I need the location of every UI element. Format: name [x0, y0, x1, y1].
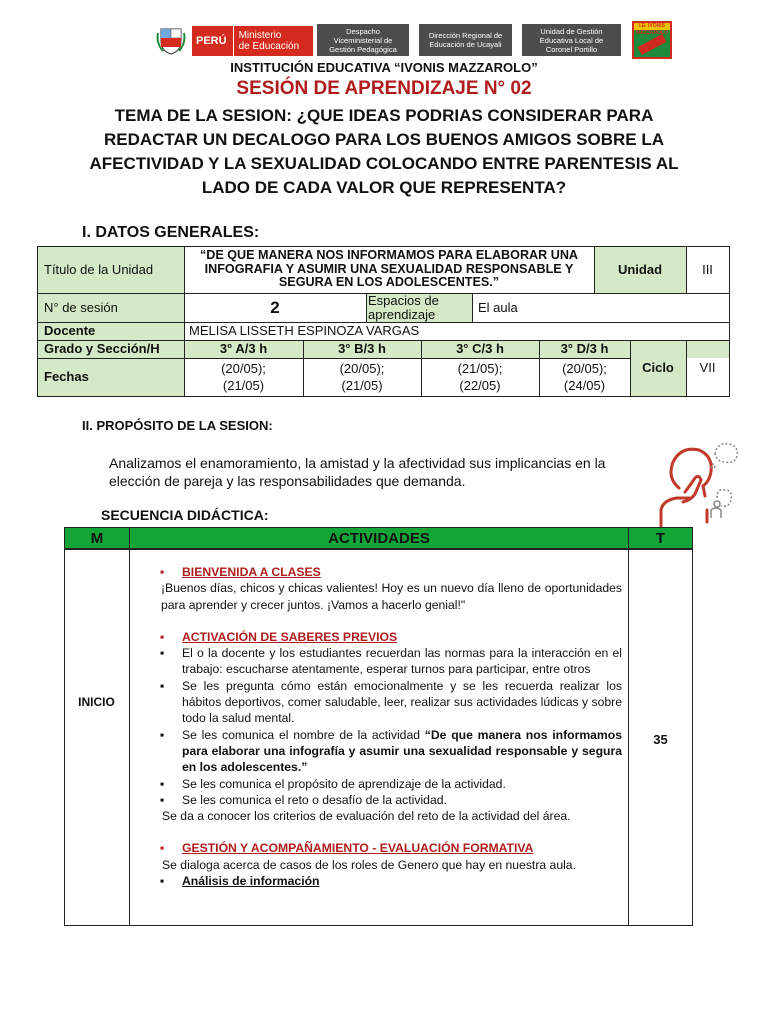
analisis-heading: Análisis de información	[182, 874, 320, 889]
bullet-text: Se les pregunta cómo están emocionalmente y se les recuerda realizar los hábitos deportivos, comer saludable, leer, realizar sus actividades lúdicas y sobre todo la salud mental.	[182, 678, 622, 726]
gestion-heading: GESTIÓN Y ACOMPAÑAMIENTO - EVALUACIÓN FORMATIVA	[182, 841, 534, 856]
coat-of-arms-icon	[157, 25, 185, 55]
grado-d: 3° D/3 h	[560, 341, 609, 356]
docente-value: MELISA LISSETH ESPINOZA VARGAS	[189, 323, 420, 338]
header-m: M	[64, 527, 130, 549]
grado-a: 3° A/3 h	[219, 341, 268, 356]
ciclo-label: Ciclo	[642, 360, 674, 375]
bullet-icon: ▪	[160, 841, 165, 856]
unidad-value: III	[702, 261, 713, 277]
activity-name: “De que manera nos informamos para elaborar una infografía y asumir una sexualidad responsable y segura en los adolescentes.”	[182, 727, 622, 775]
bullet-icon: ▪	[160, 565, 165, 579]
header-actividades: ACTIVIDADES	[129, 527, 629, 549]
ciclo-value: VII	[699, 360, 716, 375]
bullet-icon: ▪	[160, 874, 165, 889]
bullet-icon: ▪	[160, 727, 165, 742]
list-item	[160, 645, 622, 678]
bullet-text: Se les comunica el nombre de la actividad	[182, 727, 425, 742]
grid-line	[472, 293, 473, 323]
grid-line	[37, 246, 38, 397]
bullet-icon: ▪	[160, 678, 165, 693]
grid-line	[366, 293, 367, 323]
direccion-regional-box: Dirección Regional de Educación de Ucayali	[419, 24, 512, 56]
list-item	[160, 727, 622, 776]
unidad-label: Unidad	[617, 261, 663, 277]
espacios-value: El aula	[478, 299, 518, 315]
criterios-text: Se da a conocer los criterios de evaluación del reto de la actividad del área.	[162, 809, 571, 824]
grid-line	[37, 396, 729, 397]
list-item	[160, 792, 622, 808]
institution-name: INSTITUCIÓN EDUCATIVA “IVONIS MAZZAROLO”	[230, 60, 538, 75]
session-theme: TEMA DE LA SESION: ¿QUE IDEAS PODRIAS CONSIDERAR PARA REDACTAR UN DECALOGO PARA LOS BUENOS AMIGOS SOBRE LA AFECTIVIDAD Y LA SEXUALIDAD COLOCANDO ENTRE PARENTESIS AL LADO DE CADA VALOR QUE REPRESENTA?	[89, 106, 679, 197]
fechas-b: (20/05); (21/05)	[339, 361, 385, 393]
ugel-box: Unidad de Gestión Educativa Local de Coronel Portillo	[522, 24, 621, 56]
espacios-label: Espacios de aprendizaje	[368, 292, 439, 322]
proposito-text: Analizamos el enamoramiento, la amistad y la afectividad sus implicancias en la elección de pareja y las responsabilidades que demanda.	[109, 455, 606, 489]
grid-line	[729, 246, 730, 397]
proposito-heading: II. PROPÓSITO DE LA SESION:	[82, 418, 273, 433]
bullet-icon: ▪	[160, 776, 165, 791]
school-badge	[632, 21, 672, 59]
ministerio-logo	[192, 26, 313, 56]
activities-content	[160, 564, 622, 889]
grado-label: Grado y Sección/H	[44, 341, 160, 356]
fechas-a: (20/05); (21/05)	[221, 361, 266, 393]
badge-stripe	[638, 34, 667, 55]
bienvenida-item	[160, 564, 622, 580]
datos-generales-heading: I. DATOS GENERALES:	[82, 224, 260, 241]
bullet-icon: ▪	[160, 792, 165, 807]
momento-inicio: INICIO	[78, 695, 115, 709]
titulo-value: “DE QUE MANERA NOS INFORMAMOS PARA ELABORAR UNA INFOGRAFIA Y ASUMIR UNA SEXUALIDAD RESPONSABLE Y SEGURA EN LOS ADOLESCENTES.”	[199, 248, 579, 290]
bullet-text: Se les comunica el reto o desafío de la actividad.	[182, 792, 447, 807]
bullet-icon: ▪	[160, 646, 165, 661]
thinking-person-icon	[655, 438, 741, 528]
list-item	[160, 776, 622, 792]
fechas-d: (20/05); (24/05)	[562, 361, 607, 393]
analisis-item	[160, 873, 622, 889]
bienvenida-heading: BIENVENIDA A CLASES	[182, 565, 321, 579]
gestion-text: Se dialoga acerca de casos de los roles de Genero que hay en nuestra aula.	[162, 857, 576, 872]
titulo-label: Título de la Unidad	[44, 261, 154, 277]
ministerio-label: Ministerio de Educación	[238, 30, 300, 52]
activacion-heading: ACTIVACIÓN DE SABERES PREVIOS	[182, 629, 398, 644]
list-item	[160, 678, 622, 727]
gestion-item	[160, 840, 622, 856]
session-title: SESIÓN DE APRENDIZAJE N° 02	[236, 78, 532, 99]
secuencia-heading: SECUENCIA DIDÁCTICA:	[101, 507, 269, 523]
activacion-item	[160, 629, 622, 645]
header-t: T	[628, 527, 693, 549]
sesion-label: N° de sesión	[44, 299, 118, 315]
sesion-value: 2	[270, 297, 280, 317]
badge-text: I.E. IVONIS MAZZAROLO	[634, 23, 670, 30]
bullet-text: Se les comunica el propósito de aprendizaje de la actividad.	[182, 776, 506, 791]
peru-label: PERÚ	[192, 26, 234, 56]
despacho-box: Despacho Viceministerial de Gestión Pedagógica	[317, 24, 409, 56]
grid-line	[129, 549, 130, 926]
fechas-c: (21/05); (22/05)	[457, 361, 503, 393]
bullet-text: El o la docente y los estudiantes recuerdan las normas para la interacción en el trabajo: escucharse atentamente, esperar turnos para participar, entre otros	[182, 646, 622, 677]
grado-c: 3° C/3 h	[456, 341, 504, 356]
tiempo-value: 35	[653, 732, 668, 747]
bullet-icon: ▪	[160, 629, 165, 644]
docente-label: Docente	[44, 323, 96, 338]
bienvenida-text: ¡Buenos días, chicos y chicas valientes! Hoy es un nuevo día lleno de oportunidades para aprender y crecer juntos. ¡Vamos a hacerlo genial!"	[161, 581, 622, 612]
fechas-label: Fechas	[44, 369, 89, 384]
grado-b: 3° B/3 h	[338, 341, 386, 356]
